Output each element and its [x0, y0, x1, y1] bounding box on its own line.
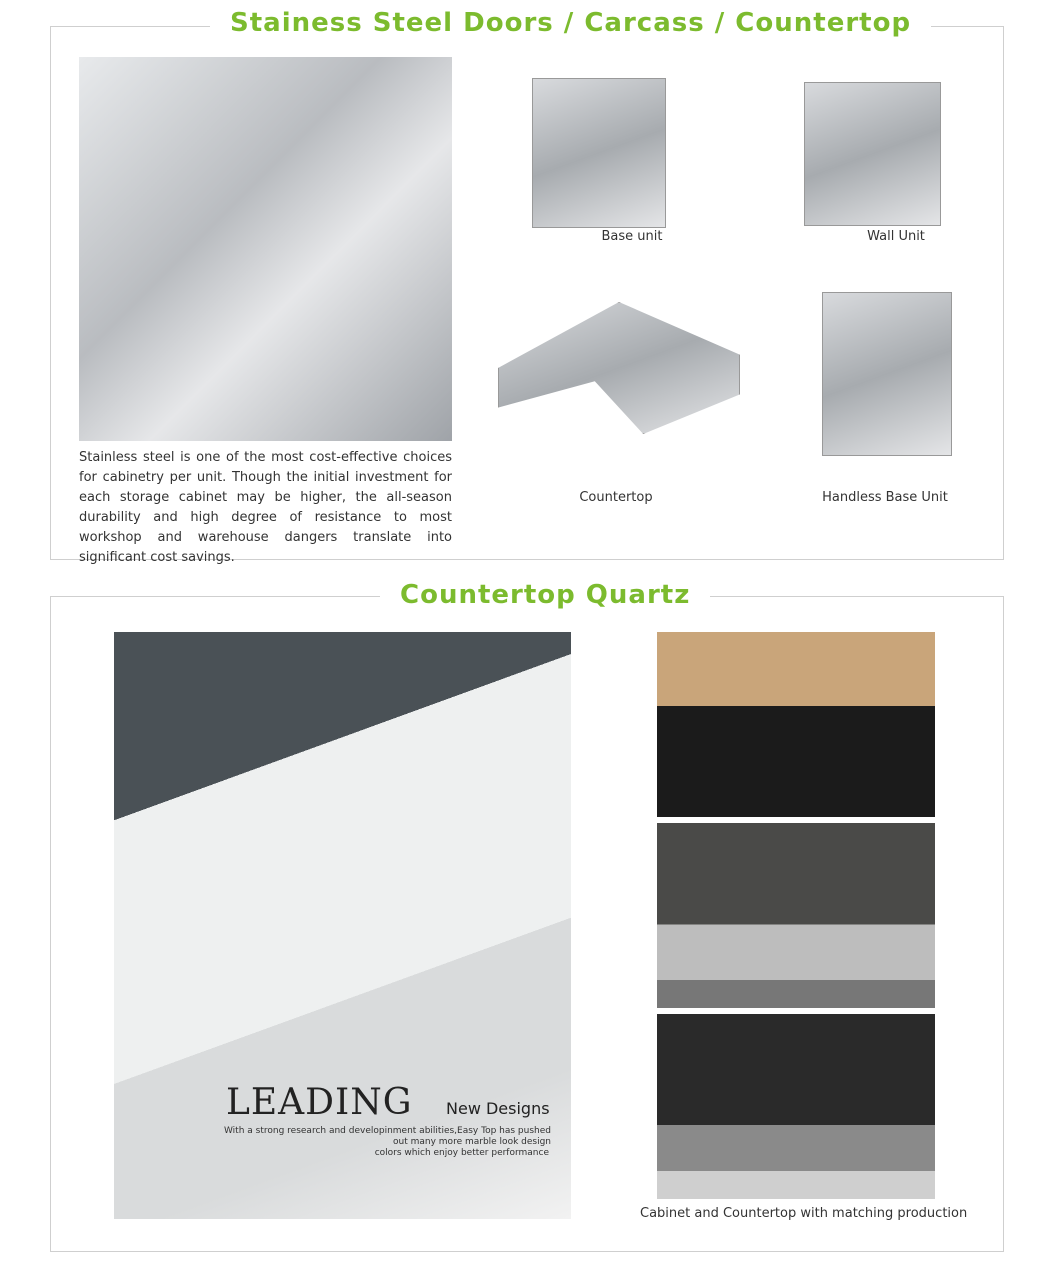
steel-kitchen-image	[79, 57, 452, 441]
poster-body-2: out many more marble look design	[393, 1137, 551, 1147]
wall-unit-label: Wall Unit	[867, 229, 925, 244]
base-unit-image	[532, 78, 666, 228]
poster-headline: LEADING	[226, 1082, 413, 1123]
grey-quartz-kitchen-image	[657, 823, 935, 1008]
handless-base-unit-image	[822, 292, 952, 456]
handless-base-unit-label: Handless Base Unit	[822, 490, 948, 505]
poster-subheadline: New Designs	[446, 1099, 550, 1118]
poster-body-3: colors which enjoy better performance	[374, 1148, 549, 1158]
wall-unit-image	[804, 82, 941, 226]
countertop-label: Countertop	[579, 490, 653, 505]
base-unit-label: Base unit	[601, 229, 663, 244]
quartz-poster-image	[114, 632, 571, 1219]
quartz-caption: Cabinet and Countertop with matching production	[640, 1206, 968, 1221]
black-quartz-kitchen-image	[657, 632, 935, 817]
section-title-steel: Stainess Steel Doors / Carcass / Countertop	[210, 8, 931, 38]
section-title-quartz: Countertop Quartz	[380, 580, 710, 610]
poster-body-1: With a strong research and developinment abilities,Easy Top has pushed	[223, 1126, 551, 1136]
white-quartz-kitchen-image	[657, 1014, 935, 1199]
steel-description: Stainless steel is one of the most cost-effective choices for cabinetry per unit. Though the initial investment for each storage cabinet may be higher, the all-season durability and high degree of resistance to most workshop and warehouse dangers translate into significant cost savings.	[79, 450, 452, 565]
